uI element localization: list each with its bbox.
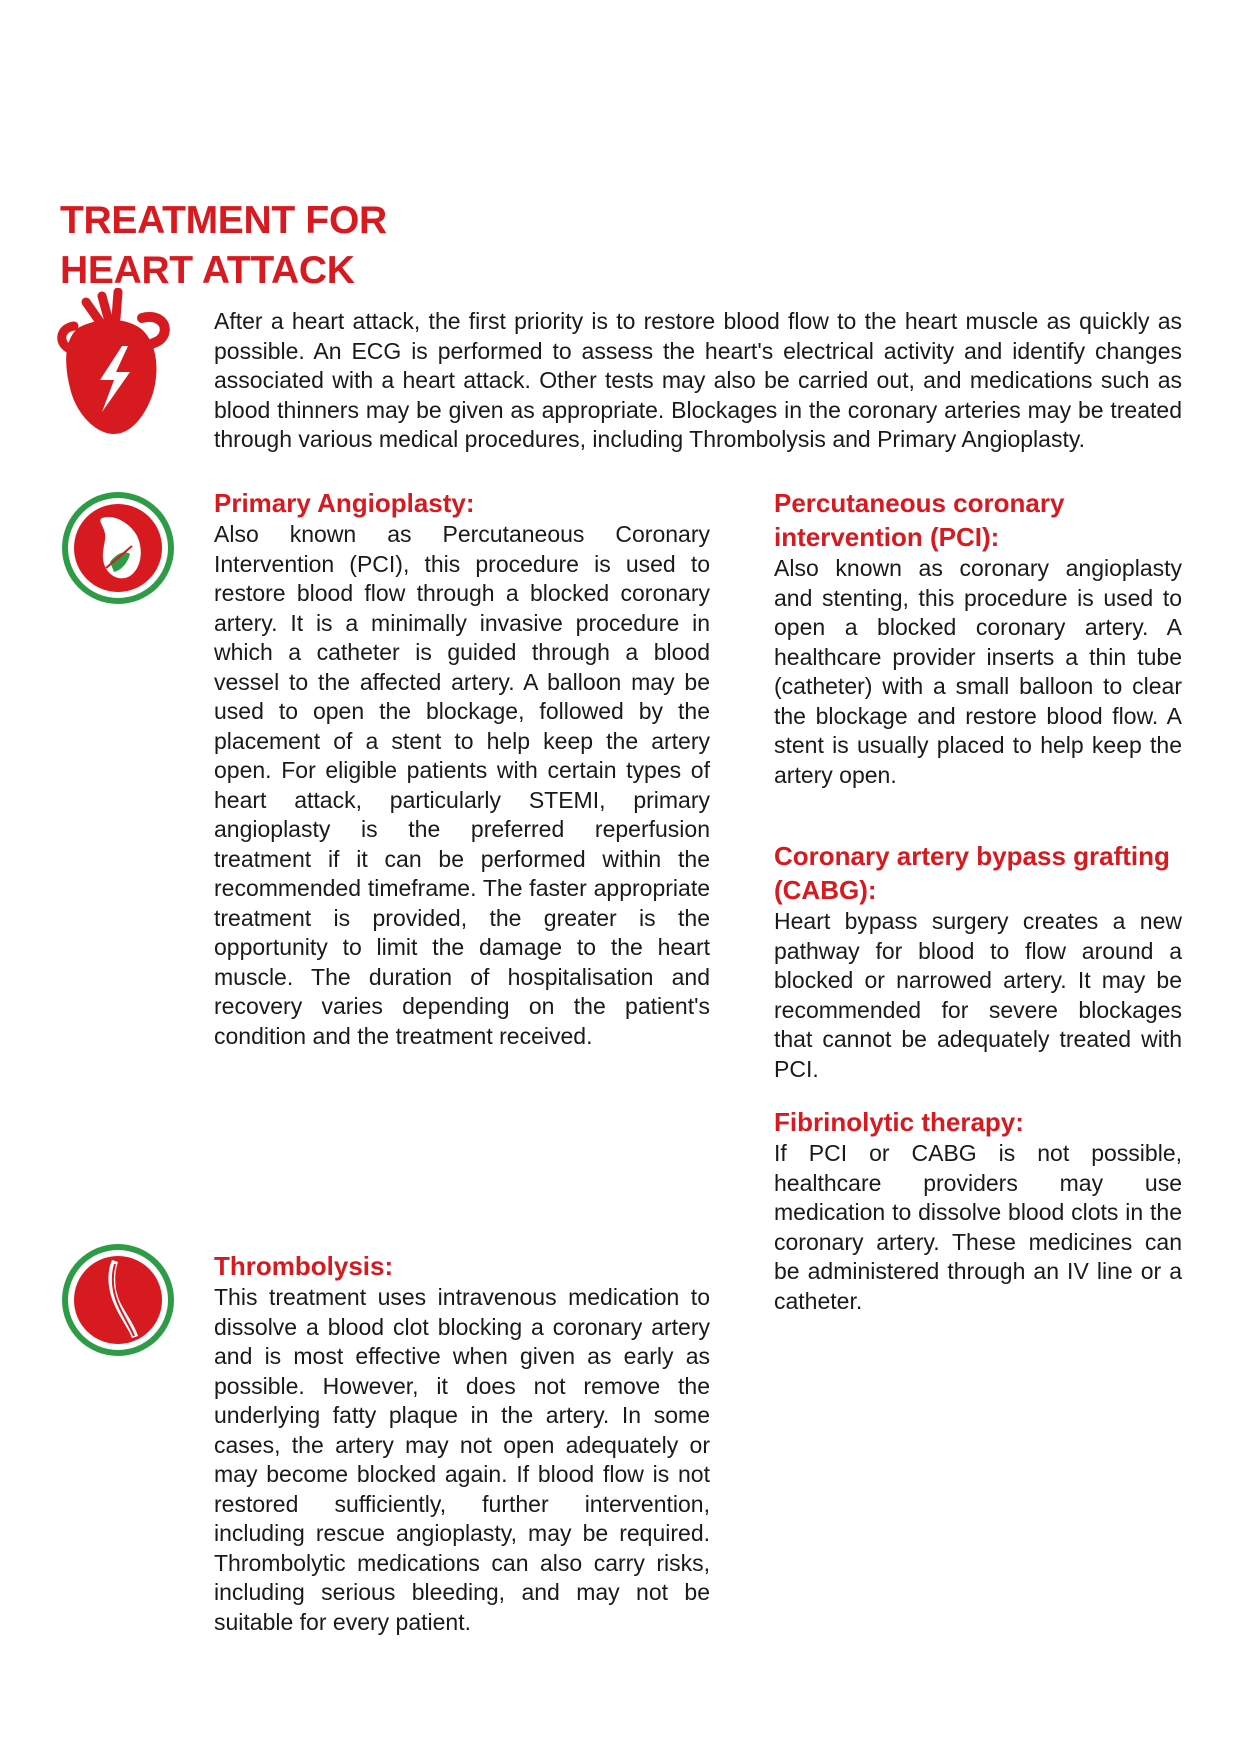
section-heading: Thrombolysis: (214, 1251, 394, 1281)
section-heading: Percutaneous coronary intervention (PCI): (774, 488, 1065, 552)
section-fibrinolytic-therapy (774, 1105, 1182, 1316)
section-body: If PCI or CABG is not possible, healthcare providers may use medication to dissolve blood clots in the coronary artery. These medicines can be administered through an IV line or a catheter. (774, 1140, 1182, 1314)
section-thrombolysis (214, 1249, 710, 1637)
section-heading: Fibrinolytic therapy: (774, 1107, 1024, 1137)
page-title-line-2: HEART ATTACK (60, 249, 355, 293)
section-body: This treatment uses intravenous medication to dissolve a blood clot blocking a coronary artery and is most effective when given as early as possible. However, it does not remove the underlying fatty plaque in the artery. In some cases, the artery may not open adequately or may become blocked again. If blood flow is not restored sufficiently, further intervention, including rescue angioplasty, may be required. Thrombolytic medications can also carry risks, including serious bleeding, and may not be suitable for every patient. (214, 1284, 710, 1635)
section-primary-angioplasty (214, 486, 710, 1051)
heart-lightning-icon (56, 288, 176, 438)
balloon-catheter-icon (58, 488, 178, 608)
page-title-line-1: TREATMENT FOR (60, 199, 387, 243)
artery-catheter-icon (58, 1240, 178, 1360)
section-pci (774, 486, 1182, 790)
section-cabg (774, 839, 1182, 1084)
section-body: Also known as Percutaneous Coronary Intervention (PCI), this procedure is used to restore blood flow through a blocked coronary artery. It is a minimally invasive procedure in which a catheter is guided through a blood vessel to the affected artery. A balloon may be used to open the blockage, followed by the placement of a stent to help keep the artery open. For eligible patients with certain types of heart attack, particularly STEMI, primary angioplasty is the preferred reperfusion treatment if it can be performed within the recommended timeframe. The faster appropriate treatment is provided, the greater is the opportunity to limit the damage to the heart muscle. The duration of hospitalisation and recovery varies depending on the patient's condition and the treatment received. (214, 521, 710, 1049)
section-body: Also known as coronary angioplasty and stenting, this procedure is used to open a blocked coronary artery. A healthcare provider inserts a thin tube (catheter) with a small balloon to clear the blockage and restore blood flow. A stent is usually placed to help keep the artery open. (774, 555, 1182, 788)
intro-paragraph: After a heart attack, the first priority is to restore blood flow to the heart muscle as quickly as possible. An ECG is performed to assess the heart's electrical activity and identify changes associated with a heart attack. Other tests may also be carried out, and medications such as blood thinners may be given as appropriate. Blockages in the coronary arteries may be treated through various medical procedures, including Thrombolysis and Primary Angioplasty. (214, 308, 1182, 452)
section-body: Heart bypass surgery creates a new pathway for blood to flow around a blocked or narrowed artery. It may be recommended for severe blockages that cannot be adequately treated with PCI. (774, 908, 1182, 1082)
page-title (60, 196, 660, 296)
section-heading: Primary Angioplasty: (214, 488, 475, 518)
section-heading: Coronary artery bypass grafting (CABG): (774, 841, 1170, 905)
